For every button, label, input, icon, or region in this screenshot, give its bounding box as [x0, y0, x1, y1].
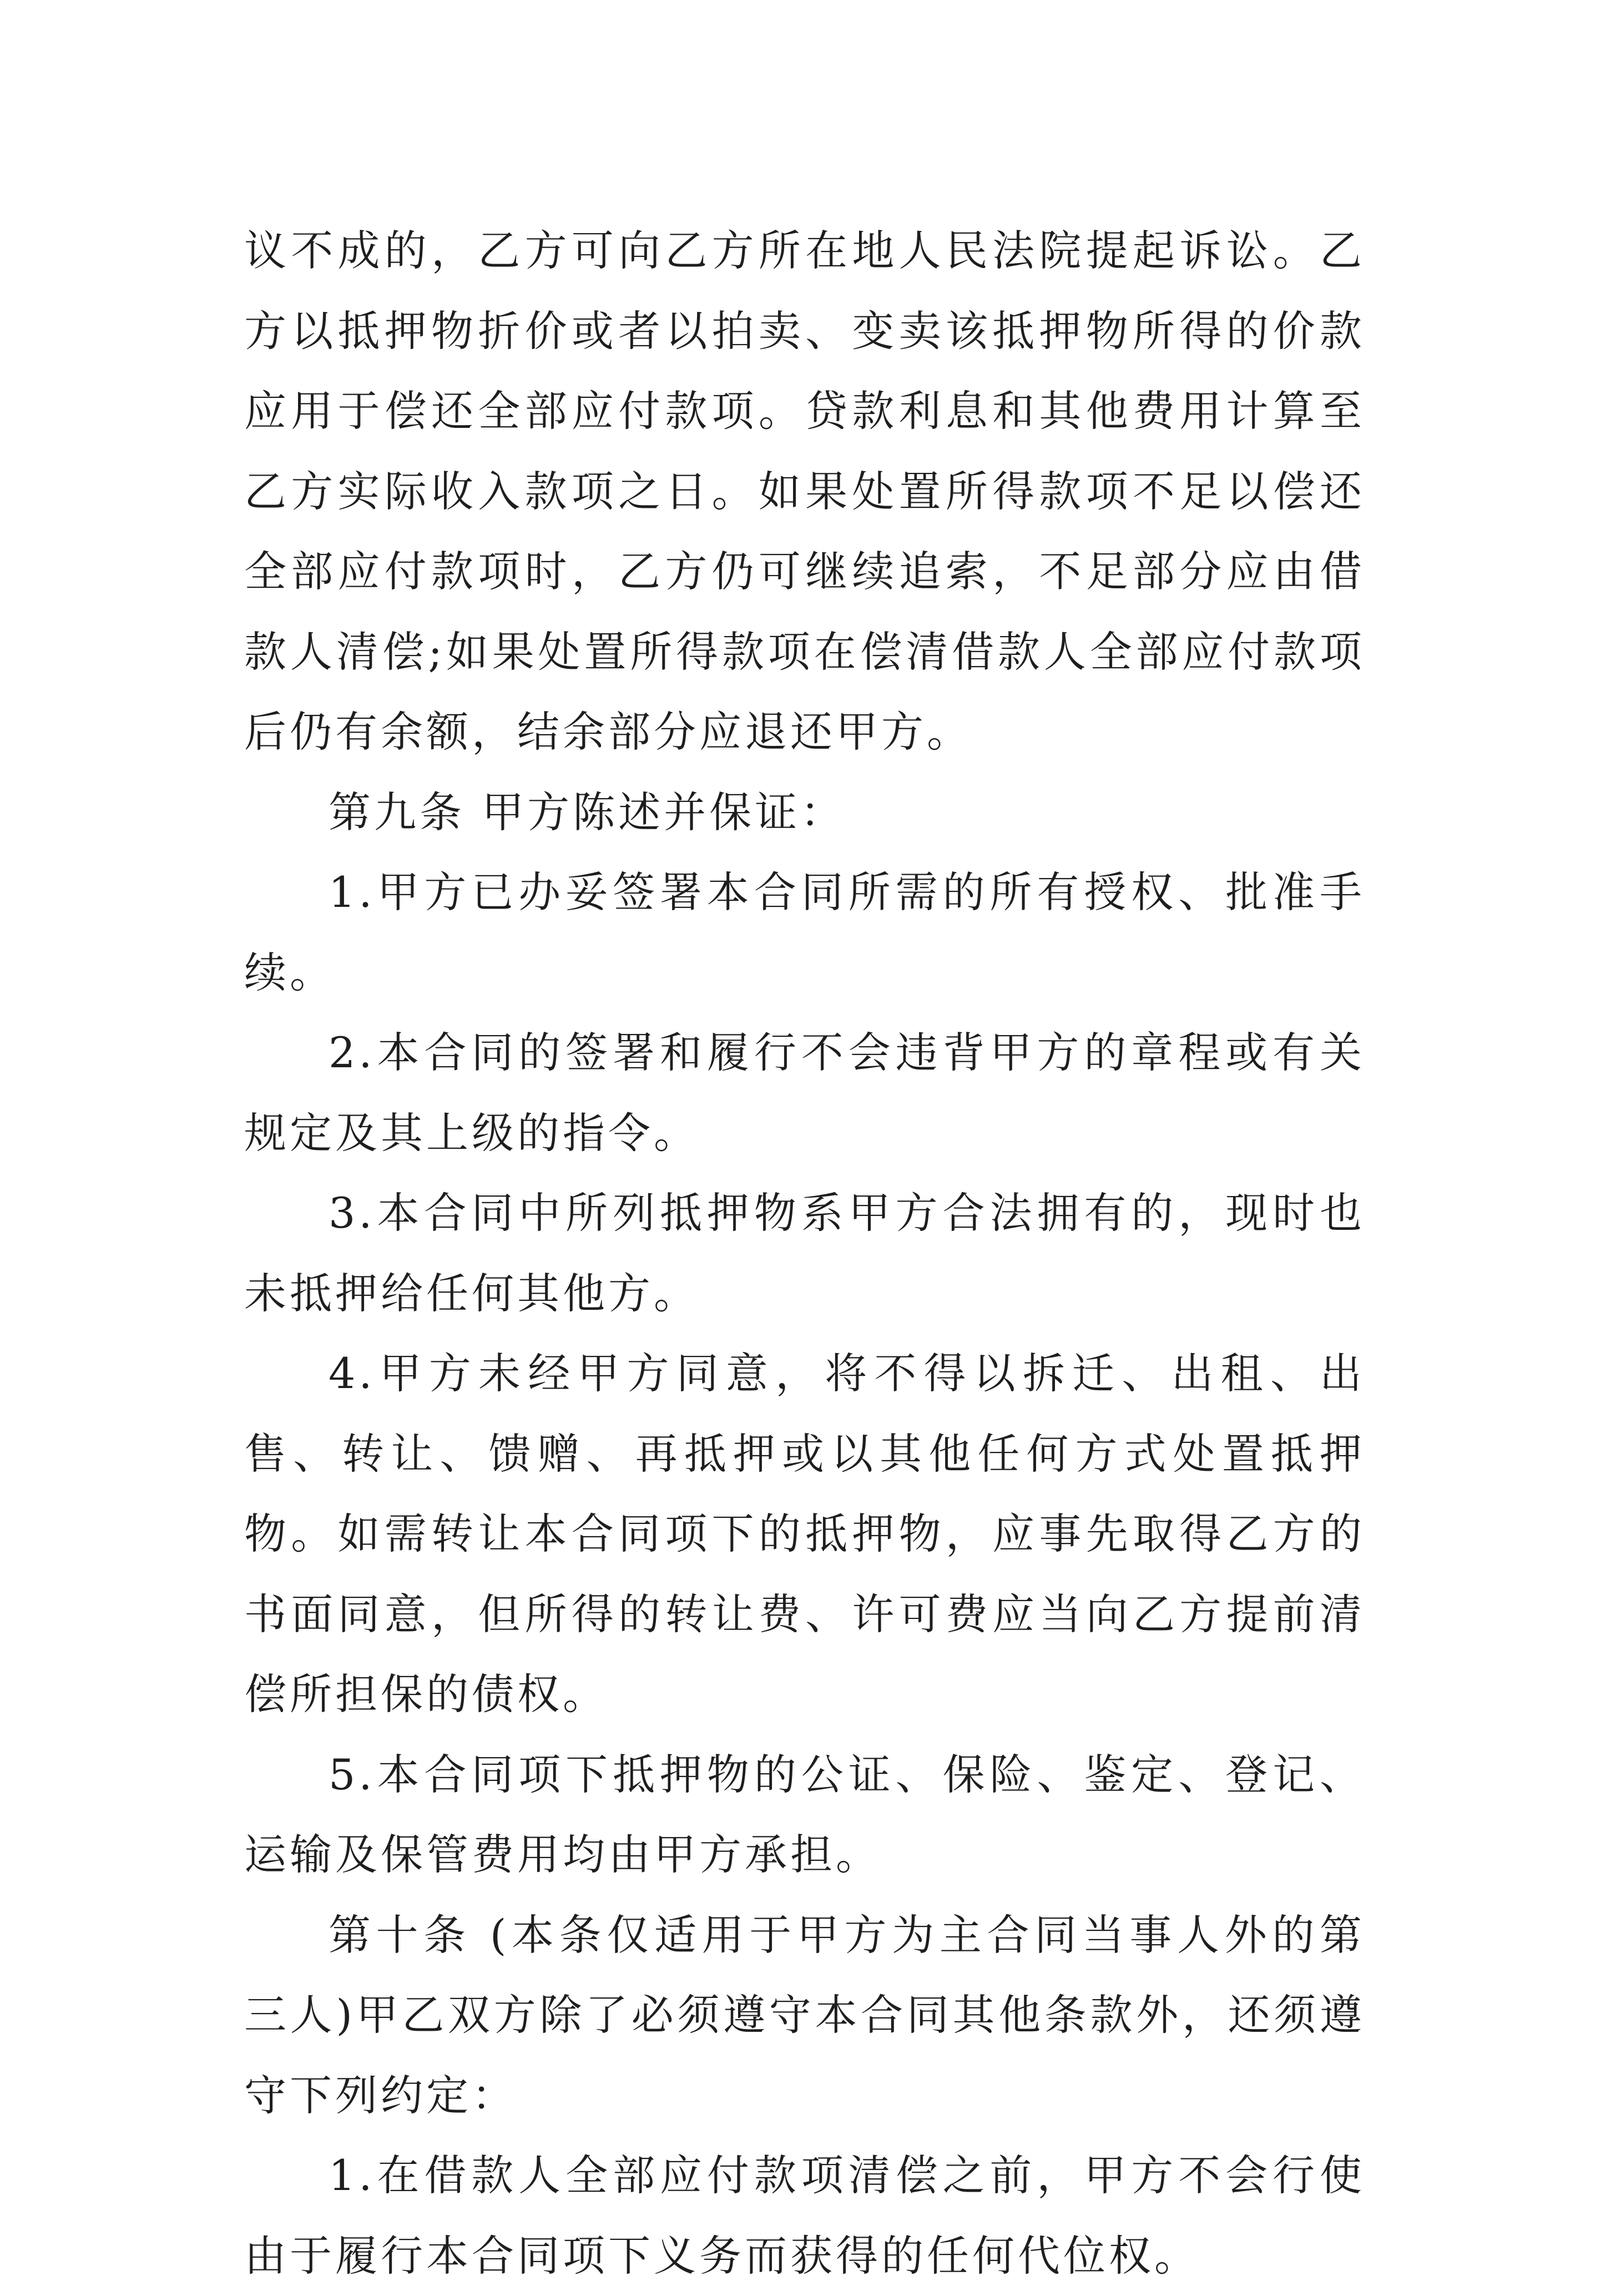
article-ten-item-1: 1.在借款人全部应付款项清偿之前，甲方不会行使由于履行本合同项下义务而获得的任何代位权。 [244, 2151, 1365, 2280]
article-nine-item-5: 5.本合同项下抵押物的公证、保险、鉴定、登记、运输及保管费用均由甲方承担。 [244, 1749, 1365, 1879]
article-nine-item-2: 2.本合同的签署和履行不会违背甲方的章程或有关规定及其上级的指令。 [244, 1028, 1365, 1158]
paragraph-continuation: 议不成的，乙方可向乙方所在地人民法院提起诉讼。乙方以抵押物折价或者以拍卖、变卖该抵押物所得的价款应用于偿还全部应付款项。贷款利息和其他费用计算至乙方实际收入款项之日。如果处置所得款项不足以偿还全部应付款项时，乙方仍可继续追索，不足部分应由借款人清偿;如果处置所得款项在偿清借款人全部应付款项后仍有余额，结余部分应退还甲方。 [244, 226, 1365, 756]
article-nine-item-1: 1.甲方已办妥签署本合同所需的所有授权、批准手续。 [244, 867, 1365, 997]
article-ten-heading: 第十条 (本条仅适用于甲方为主合同当事人外的第三人)甲乙双方除了必须遵守本合同其他条款外，还须遵守下列约定： [244, 1910, 1365, 2120]
article-nine-item-3: 3.本合同中所列抵押物系甲方合法拥有的，现时也未抵押给任何其他方。 [244, 1188, 1365, 1318]
article-nine-item-4: 4.甲方未经甲方同意，将不得以拆迁、出租、出售、转让、馈赠、再抵押或以其他任何方式处置抵押物。如需转让本合同项下的抵押物，应事先取得乙方的书面同意，但所得的转让费、许可费应当向乙方提前清偿所担保的债权。 [244, 1349, 1365, 1719]
article-nine-heading: 第九条 甲方陈述并保证： [329, 787, 846, 837]
document-body [244, 211, 1365, 2296]
